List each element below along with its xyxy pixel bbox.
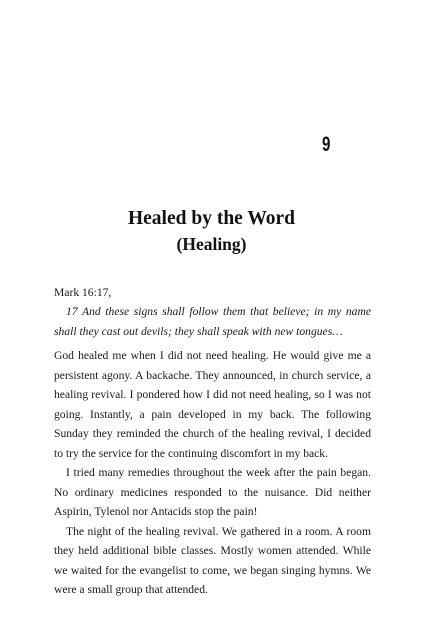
paragraph: I tried many remedies throughout the week after the pain began. No ordinary medicines responded to the nuisance. Did neither Aspirin, Tylenol nor Antacids stop the pain! [54, 466, 371, 518]
chapter-title: Healed by the Word [127, 208, 296, 229]
chapter-body [54, 346, 371, 600]
chapter-number: 9 [322, 133, 331, 156]
paragraph: God healed me when I did not need healing. He would give me a persistent agony. A backache. They announced, in church service, a healing revival. I pondered how I did not need healing, so I was not going. Instantly, a pain developed in my back. The following Sunday they reminded the church of the healing revival, I decided to try the service for the continuing discomfort in my back. [54, 349, 371, 460]
paragraph: The night of the healing revival. We gathered in a room. A room they held additional bible classes. Mostly women attended. While we waited for the evangelist to come, we began singing hymns. We were a small group that attended. [54, 524, 371, 596]
scripture-reference: Mark 16:17, [54, 286, 112, 299]
chapter-subtitle: (Healing) [176, 234, 247, 254]
scripture-verse: 17 And these signs shall follow them that believe; in my name shall they cast out devils; they shall speak with new tongues… [54, 305, 371, 338]
